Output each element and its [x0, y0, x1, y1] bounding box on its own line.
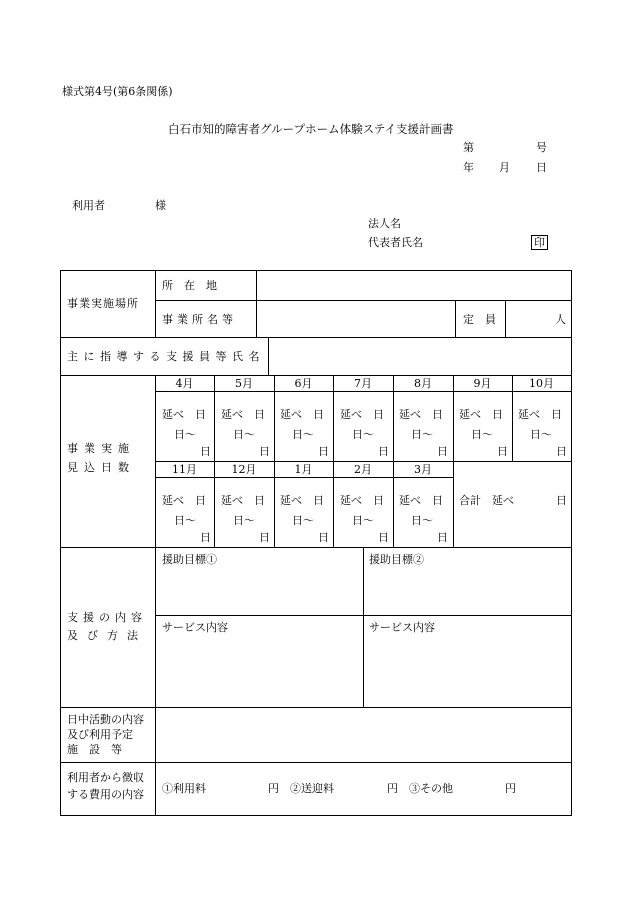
user-label: 利用者	[72, 199, 105, 212]
days-label-1: 事業実施	[67, 442, 135, 455]
date-day: 日	[536, 161, 547, 174]
business-place-label: 事業実施場所	[67, 297, 139, 310]
capacity-unit: 人	[555, 313, 566, 326]
capacity-label: 定 員	[463, 313, 496, 326]
fee-label-2: する費用の内容	[67, 788, 144, 801]
cell-total: 延べ 日	[162, 494, 206, 507]
days-label-2: 見込日数	[67, 461, 135, 474]
month-header: 5月	[235, 377, 253, 390]
month-header: 10月	[529, 377, 554, 390]
cell-to: 日	[200, 445, 211, 458]
cell-total: 延べ 日	[340, 494, 384, 507]
cell-from: 日〜	[352, 428, 374, 441]
cell-total: 延べ 日	[399, 408, 443, 421]
rep-name-label: 代表者氏名	[368, 236, 423, 249]
grand-total-label: 合計 延べ	[459, 494, 514, 507]
date-month: 月	[499, 161, 510, 174]
main-staff-label: 主に指導する支援員等氏名	[67, 350, 265, 363]
cell-from: 日〜	[174, 514, 196, 527]
number-prefix: 第	[463, 141, 474, 154]
cell-total: 延べ 日	[162, 408, 206, 421]
cell-from: 日〜	[352, 514, 374, 527]
fee-usage-label: ①利用料	[162, 782, 206, 795]
document-title: 白石市知的障害者グループホーム体験ステイ支援計画書	[168, 122, 454, 136]
office-name-label: 事業所名等	[162, 313, 237, 326]
form-number: 様式第4号(第6条関係)	[62, 85, 173, 98]
fee-transport-label: ②送迎料	[290, 782, 334, 795]
cell-from: 日〜	[411, 514, 433, 527]
cell-total: 延べ 日	[280, 494, 324, 507]
number-suffix: 号	[536, 141, 547, 154]
daytime-label-2: 及び利用予定	[67, 728, 133, 741]
cell-total: 延べ 日	[518, 408, 562, 421]
cell-total: 延べ 日	[221, 494, 265, 507]
cell-total: 延べ 日	[459, 408, 503, 421]
goal-2-label: 援助目標②	[369, 553, 424, 566]
cell-to: 日	[497, 445, 508, 458]
user-honorific: 様	[155, 199, 166, 212]
cell-to: 日	[200, 531, 211, 544]
daytime-label-3: 施 設 等	[67, 743, 122, 756]
seal-mark: 印	[531, 235, 548, 250]
date-year: 年	[463, 161, 474, 174]
cell-from: 日〜	[233, 514, 255, 527]
month-header: 2月	[354, 463, 372, 476]
cell-total: 延べ 日	[280, 408, 324, 421]
fee-label-1: 利用者から徴収	[67, 771, 144, 784]
cell-total: 延べ 日	[399, 494, 443, 507]
month-header: 6月	[294, 377, 313, 390]
cell-to: 日	[259, 531, 270, 544]
cell-to: 日	[318, 445, 329, 458]
cell-from: 日〜	[233, 428, 255, 441]
corp-name-label: 法人名	[368, 217, 401, 230]
cell-from: 日〜	[411, 428, 433, 441]
month-header: 7月	[354, 377, 372, 390]
month-header: 11月	[172, 463, 197, 476]
fee-usage-unit: 円	[268, 782, 279, 795]
month-header: 1月	[294, 463, 313, 476]
cell-total: 延べ 日	[221, 408, 265, 421]
cell-from: 日〜	[174, 428, 196, 441]
goal-1-label: 援助目標①	[162, 553, 217, 566]
daytime-label-1: 日中活動の内容	[67, 713, 144, 726]
location-label: 所 在 地	[162, 279, 217, 292]
fee-other-unit: 円	[505, 782, 516, 795]
cell-to: 日	[378, 445, 389, 458]
support-label-1: 支援の内容	[67, 611, 147, 624]
cell-to: 日	[437, 445, 448, 458]
month-header: 3月	[414, 463, 432, 476]
cell-to: 日	[318, 531, 329, 544]
month-header: 8月	[414, 377, 432, 390]
cell-from: 日〜	[292, 514, 314, 527]
cell-to: 日	[556, 445, 567, 458]
cell-total: 延べ 日	[340, 408, 384, 421]
month-header: 4月	[175, 377, 194, 390]
service-1-label: サービス内容	[162, 621, 228, 634]
cell-from: 日〜	[471, 428, 493, 441]
grand-total-unit: 日	[556, 494, 567, 507]
cell-from: 日〜	[292, 428, 314, 441]
month-header: 12月	[231, 463, 257, 476]
support-label-2: 及び方法	[67, 629, 147, 642]
cell-to: 日	[378, 531, 389, 544]
service-2-label: サービス内容	[369, 621, 435, 634]
cell-to: 日	[259, 445, 270, 458]
fee-other-label: ③その他	[409, 782, 453, 795]
cell-to: 日	[437, 531, 448, 544]
fee-transport-unit: 円	[387, 782, 398, 795]
cell-from: 日〜	[530, 428, 552, 441]
month-header: 9月	[473, 377, 492, 390]
